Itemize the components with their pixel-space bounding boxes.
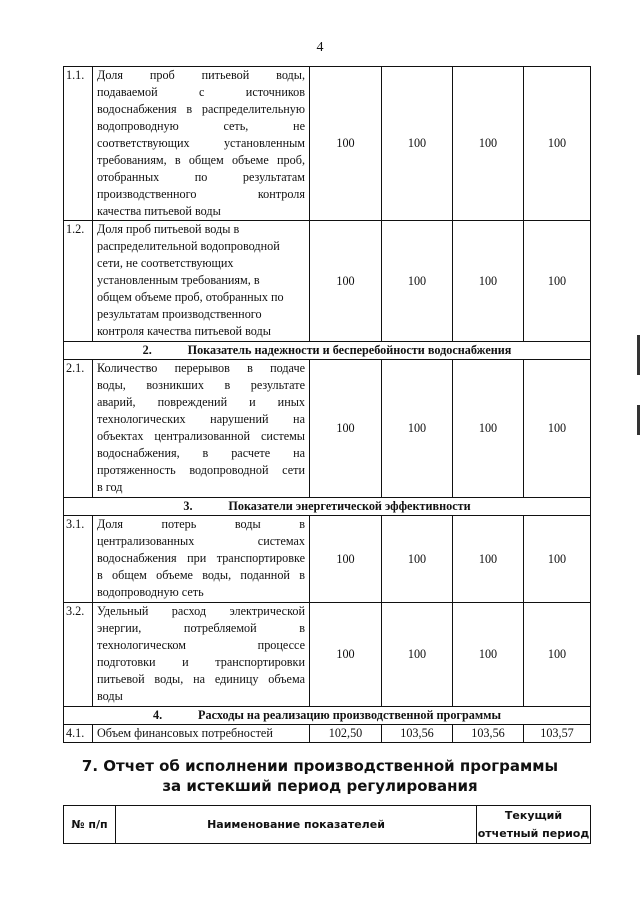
section-header bbox=[64, 498, 591, 516]
section-title: Расходы на реализацию производственной программы bbox=[198, 708, 501, 722]
value-cell: 100 bbox=[310, 221, 382, 342]
value-cell: 100 bbox=[453, 67, 524, 221]
section-title: Показатель надежности и бесперебойности водоснабжения bbox=[187, 343, 512, 357]
row-number: 3.2. bbox=[64, 603, 93, 707]
section-heading-line-2: за истекший период регулирования bbox=[162, 777, 478, 795]
table-row bbox=[64, 360, 591, 498]
value-cell: 100 bbox=[310, 360, 382, 498]
value-cell: 100 bbox=[524, 67, 591, 221]
value-cell: 100 bbox=[453, 603, 524, 707]
section-number: 4. bbox=[153, 708, 163, 722]
value-cell: 100 bbox=[310, 67, 382, 221]
column-header-number: № п/п bbox=[64, 806, 116, 844]
row-number: 2.1. bbox=[64, 360, 93, 498]
value-cell: 103,56 bbox=[453, 725, 524, 743]
section-number: 2. bbox=[142, 343, 152, 357]
section-heading-line-1: 7. Отчет об исполнении производственной программы bbox=[81, 757, 559, 775]
value-cell: 100 bbox=[524, 516, 591, 603]
section-title: Показатели энергетической эффективности bbox=[228, 499, 471, 513]
section-number: 3. bbox=[183, 499, 193, 513]
table-header-row bbox=[64, 806, 591, 844]
table-row bbox=[64, 221, 591, 342]
value-cell: 100 bbox=[310, 603, 382, 707]
value-cell: 100 bbox=[310, 516, 382, 603]
value-cell: 100 bbox=[524, 221, 591, 342]
indicators-table bbox=[63, 66, 591, 743]
column-header-period: Текущий отчетный период bbox=[477, 806, 591, 844]
table-row bbox=[64, 725, 591, 743]
value-cell: 103,57 bbox=[524, 725, 591, 743]
page-number: 4 bbox=[316, 40, 324, 55]
value-cell: 100 bbox=[453, 221, 524, 342]
report-table bbox=[63, 805, 591, 844]
section-header bbox=[64, 342, 591, 360]
row-number: 3.1. bbox=[64, 516, 93, 603]
row-number: 1.2. bbox=[64, 221, 93, 342]
value-cell: 100 bbox=[382, 603, 453, 707]
value-cell: 100 bbox=[382, 516, 453, 603]
value-cell: 103,56 bbox=[382, 725, 453, 743]
section-header bbox=[64, 707, 591, 725]
indicator-name: Доля потерь воды в централизованных системах водоснабжения при транспортировке в общем объеме воды, поданной в водопроводную сеть bbox=[93, 516, 310, 603]
value-cell: 100 bbox=[524, 603, 591, 707]
value-cell: 100 bbox=[382, 221, 453, 342]
value-cell: 100 bbox=[382, 67, 453, 221]
row-number: 4.1. bbox=[64, 725, 93, 743]
value-cell: 100 bbox=[524, 360, 591, 498]
indicator-name: Количество перерывов в подаче воды, возникших в результате аварий, повреждений и иных технологических нарушений на объектах централизованной системы водоснабжения, в расчете на протяженность водопроводной сети в год bbox=[93, 360, 310, 498]
table-row bbox=[64, 67, 591, 221]
indicator-name: Доля проб питьевой воды, подаваемой с источников водоснабжения в распределительную водопроводную сеть, не соответствующих установленным требованиям, в общем объеме проб, отобранных по результатам производственного контроля качества питьевой воды bbox=[93, 67, 310, 221]
value-cell: 100 bbox=[382, 360, 453, 498]
column-header-name: Наименование показателей bbox=[116, 806, 477, 844]
indicator-name: Объем финансовых потребностей bbox=[93, 725, 310, 743]
value-cell: 100 bbox=[453, 360, 524, 498]
value-cell: 102,50 bbox=[310, 725, 382, 743]
row-number: 1.1. bbox=[64, 67, 93, 221]
value-cell: 100 bbox=[453, 516, 524, 603]
table-row bbox=[64, 516, 591, 603]
indicator-name: Удельный расход электрической энергии, потребляемой в технологическом процессе подготовки и транспортировки питьевой воды, на единицу объема воды bbox=[93, 603, 310, 707]
table-row bbox=[64, 603, 591, 707]
indicator-name: Доля проб питьевой воды в распределительной водопроводной сети, не соответствующих установленным требованиям, в общем объеме проб, отобранных по результатам производственного контроля качества питьевой воды bbox=[93, 221, 310, 342]
